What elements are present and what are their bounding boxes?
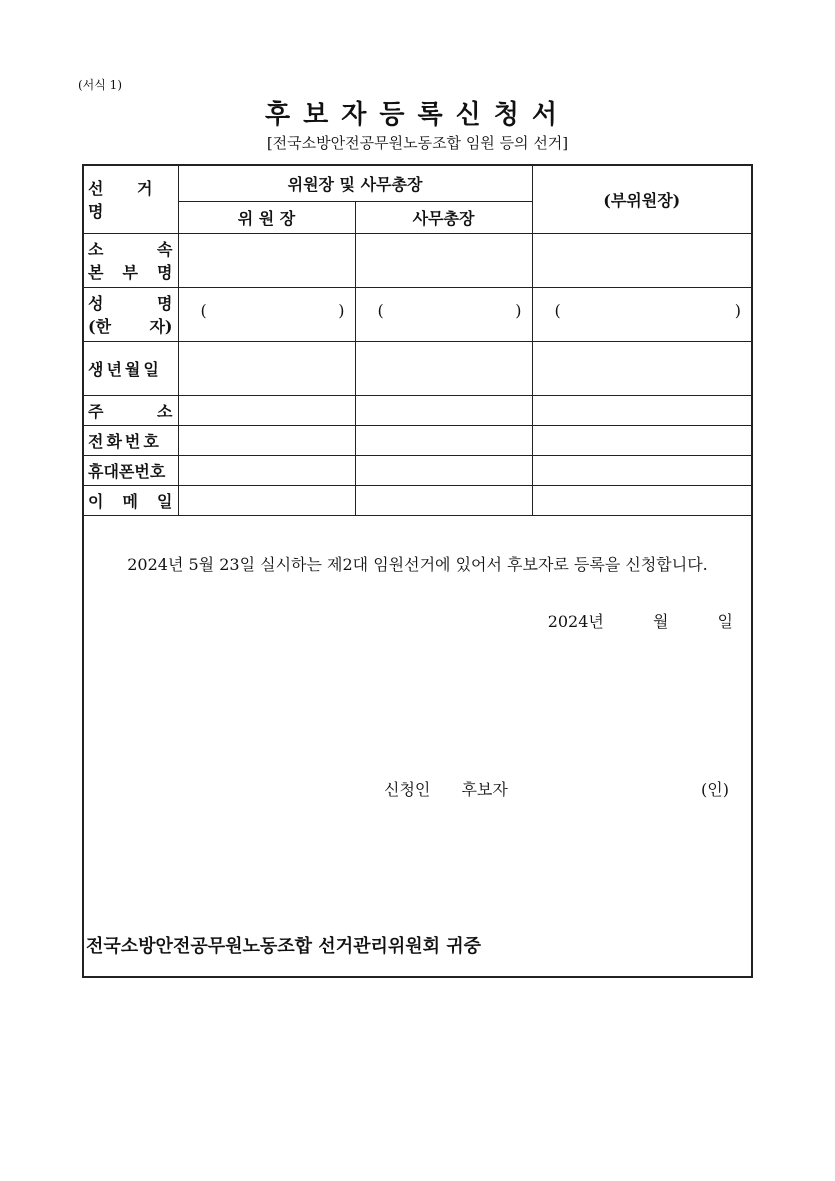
email-secretary-field[interactable] (355, 485, 532, 515)
phone-vice-field[interactable] (532, 425, 751, 455)
col-secretary: 사무총장 (355, 201, 532, 233)
name-label: 성 명 (한 자) (84, 287, 178, 341)
address-chair-field[interactable] (178, 395, 355, 425)
birthdate-secretary-field[interactable] (355, 341, 532, 395)
birthdate-chair-field[interactable] (178, 341, 355, 395)
election-label-cell (84, 166, 178, 233)
birthdate-vice-field[interactable] (532, 341, 751, 395)
phone-label: 전화번호 (84, 425, 178, 455)
col-vice-chair: (부위원장) (532, 166, 751, 233)
date-month: 월 (652, 612, 669, 631)
phone-chair-field[interactable] (178, 425, 355, 455)
address-vice-field[interactable] (532, 395, 751, 425)
application-statement: 2024년 5월 23일 실시하는 제2대 임원선거에 있어서 후보자로 등록을 신청합니다. (127, 555, 708, 574)
affiliation-chair-field[interactable] (178, 233, 355, 287)
page-subtitle: [전국소방안전공무원노동조합 임원 등의 선거] (266, 134, 569, 152)
email-vice-field[interactable] (532, 485, 751, 515)
group-header: 위원장 및 사무총장 (178, 166, 532, 201)
name-chair-field[interactable]: ( ) (178, 287, 355, 341)
birthdate-label: 생년월일 (84, 341, 178, 395)
email-chair-field[interactable] (178, 485, 355, 515)
phone-secretary-field[interactable] (355, 425, 532, 455)
application-table (84, 166, 751, 516)
application-date (548, 609, 733, 632)
affiliation-label: 소 속 본 부 명 (84, 233, 178, 287)
mobile-chair-field[interactable] (178, 455, 355, 485)
election-label: 선 거 명 (88, 179, 167, 222)
mobile-vice-field[interactable] (532, 455, 751, 485)
name-vice-field[interactable]: ( ) (532, 287, 751, 341)
date-day: 일 (717, 612, 733, 631)
recipient-line: 전국소방안전공무원노동조합 선거관리위원회 귀중 (86, 936, 482, 957)
mobile-label: 휴대폰번호 (84, 455, 178, 485)
address-label: 주 소 (84, 395, 178, 425)
affiliation-secretary-field[interactable] (355, 233, 532, 287)
applicant-line (384, 777, 508, 800)
col-chair: 위 원 장 (178, 201, 355, 233)
application-form-frame (82, 164, 753, 978)
address-secretary-field[interactable] (355, 395, 532, 425)
date-year: 2024년 (547, 612, 604, 631)
name-secretary-field[interactable]: ( ) (355, 287, 532, 341)
email-label: 이 메 일 (84, 485, 178, 515)
page-title: 후보자등록신청서 (265, 100, 570, 130)
form-number: (서식 1) (78, 78, 122, 92)
affiliation-vice-field[interactable] (532, 233, 751, 287)
applicant-label: 신청인 (384, 780, 431, 799)
seal-mark: (인) (701, 780, 729, 799)
mobile-secretary-field[interactable] (355, 455, 532, 485)
applicant-role: 후보자 (461, 780, 508, 799)
